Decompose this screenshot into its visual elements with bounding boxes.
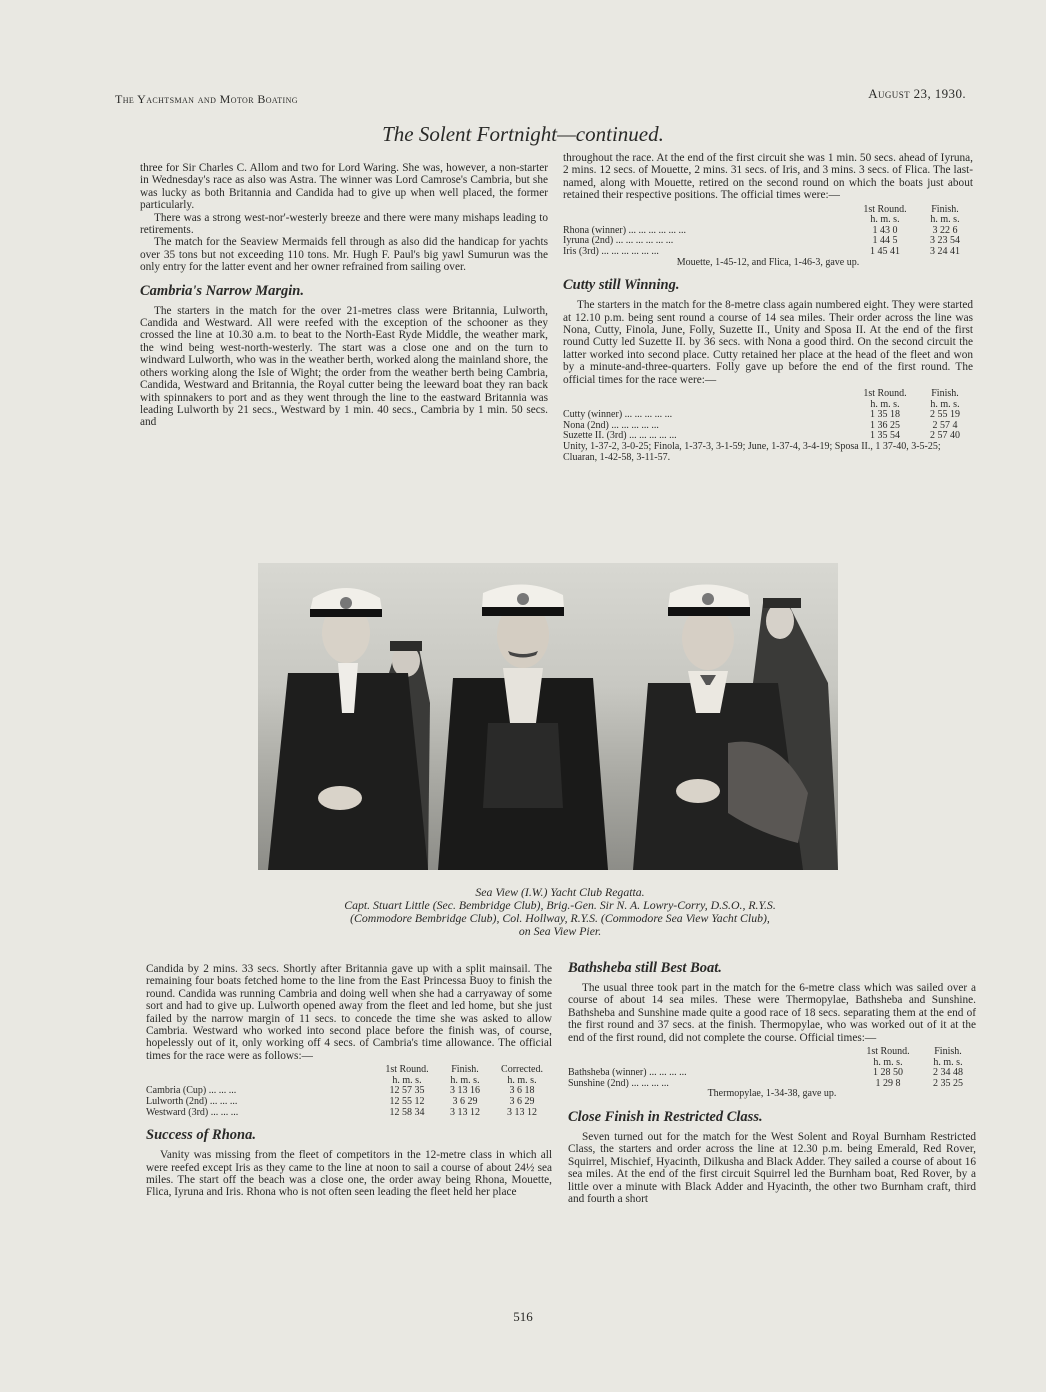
time-cell: 1 45 41 xyxy=(870,246,900,257)
time-cell: 3 13 12 xyxy=(507,1106,537,1118)
time-cell: 1 35 54 xyxy=(870,430,900,442)
table-row xyxy=(146,1086,552,1097)
time-cell: 2 57 4 xyxy=(932,419,958,431)
column-unit: h. m. s. xyxy=(450,1074,480,1086)
time-cell: 2 57 40 xyxy=(930,430,960,442)
column-unit: h. m. s. xyxy=(870,214,900,226)
results-header xyxy=(568,1047,976,1058)
time-cell: 12 55 12 xyxy=(389,1096,425,1108)
yacht-name: Cutty (winner) ... ... ... ... ... xyxy=(563,410,673,421)
table-row xyxy=(563,410,973,421)
time-cell: 1 36 25 xyxy=(870,419,900,431)
time-cell: 12 58 34 xyxy=(389,1106,425,1118)
column-header: 1st Round. xyxy=(863,203,907,215)
yacht-name: Suzette II. (3rd) ... ... ... ... ... xyxy=(563,431,677,442)
table-row xyxy=(563,236,973,247)
results-units xyxy=(563,400,973,411)
column-header: Finish. xyxy=(451,1064,479,1076)
section-heading: Cambria's Narrow Margin. xyxy=(140,282,304,299)
column-unit: h. m. s. xyxy=(930,398,960,410)
time-cell: 1 44 5 xyxy=(872,235,898,247)
column-bottom-right xyxy=(568,960,976,1205)
time-cell: 1 43 0 xyxy=(872,224,898,236)
paragraph: The starters in the match for the over 21-metres class were Britannia, Lulworth, Candida and Westward. All were reefed with the exception of the schooner as they crossed the line at 10.30 a.m. to beat to the North-East Ryde Middle, the weather mark, the wind being west-north-westerly. The start was a close one and on the turn to windward Lulworth, who was in the weather berth, worked along the mainland shore, the others working along the Isle of Wight; the order from the weather berth being Cambria, Candida, Westward and Britannia, the Royal cutter being the leeward boat they ran back with spinnakers to port and as they went through the line to the eastward Britannia was leading Lulworth by 21 secs., Westward by 1 min. 40 secs., Cambria by 1 min. 50 secs. and xyxy=(140,304,548,429)
yacht-name: Iyruna (2nd) ... ... ... ... ... ... xyxy=(563,236,674,247)
running-header-publication: The Yachtsman and Motor Boating xyxy=(115,92,298,106)
page-number: 516 xyxy=(513,1309,533,1324)
time-cell: 3 6 29 xyxy=(509,1096,535,1108)
results-units xyxy=(568,1058,976,1069)
table-note: Thermopylae, 1-34-38, gave up. xyxy=(707,1088,837,1100)
paragraph: The starters in the match for the 8-metre class again numbered eight. They were started at 12.10 p.m. being sent round a course of 14 sea miles. Their order across the line was Nona, Cutty, Finola, June, Folly, Suzette II., Unity and Sposa II. At the end of the first round Cutty led Suzette II. by 36 secs. with Nona a good third. On the second circuit the latter worked into second place. Cutty retained her place at the head of the fleet and won by a minute-and-three-quarters. Folly gave up before the end of the first round. The official times for the race were:— xyxy=(563,299,973,386)
table-row xyxy=(146,1108,552,1119)
column-unit: h. m. s. xyxy=(933,1056,963,1068)
column-unit: h. m. s. xyxy=(392,1074,422,1086)
paragraph: throughout the race. At the end of the first circuit she was 1 min. 50 secs. ahead of Iyruna, 2 mins. 12 secs. of Mouette, 2 mins. 31 secs. of Iris, and 3 mins. 3 secs. of Flica. The last-named, along with Mouette, retired on the second round on which the boats just about retained their respective positions. The official times were:— xyxy=(563,152,973,202)
paragraph: Vanity was missing from the fleet of competitors in the 12-metre class in which all were reefed except Iris as they came to the line at noon to sail a course of about 24½ sea miles. The start off the beach was a close one, the order away being Rhona, Mouette, Flica, Iyruna and Iris. Rhona who is not often seen leading the fleet held her place xyxy=(146,1149,552,1199)
yacht-name: Rhona (winner) ... ... ... ... ... ... xyxy=(563,225,687,236)
time-cell: 12 57 35 xyxy=(389,1085,425,1097)
results-table-big-class xyxy=(146,1065,552,1118)
yacht-name: Lulworth (2nd) ... ... ... xyxy=(146,1097,238,1108)
column-top-right xyxy=(563,152,973,466)
yacht-name: Westward (3rd) ... ... ... xyxy=(146,1107,239,1118)
table-row xyxy=(563,247,973,258)
yacht-name: Iris (3rd) ... ... ... ... ... ... xyxy=(563,247,659,257)
column-unit: h. m. s. xyxy=(507,1074,537,1086)
section-heading: Cutty still Winning. xyxy=(563,277,680,294)
results-table-6-metre xyxy=(568,1047,976,1100)
paragraph: three for Sir Charles C. Allom and two for Lord Waring. She was, however, a non-starter in Wednesday's race as also was Astra. The winner was Lord Camrose's Cambria, but she was lucky as both Britannia and Candida had to give up when well placed, the former particularly. xyxy=(140,162,548,212)
paragraph: Candida by 2 mins. 33 secs. Shortly after Britannia gave up with a split mainsail. The remaining four boats fetched home to the line from the East Princessa Buoy to finish the round. Candida was running Cambria and doing well when she had a carryaway of some sort and had to give up. Lulworth opened away from the fleet and led home, but she just failed by the narrow margin of 11 secs. to concede the time she was asked to allow Cambria. Westward who worked into second place before the finish was, of course, hopelessly out of it, only working off 4 secs. of Cambria's time allowance. The official times for the race were as follows:— xyxy=(146,963,552,1062)
article-title: The Solent Fortnight—continued. xyxy=(382,122,664,146)
table-note: Mouette, 1-45-12, and Flica, 1-46-3, gave up. xyxy=(676,256,860,268)
column-top-left xyxy=(140,162,548,429)
time-cell: 3 24 41 xyxy=(930,246,960,257)
results-table-8-metre xyxy=(563,389,973,463)
time-cell: 2 55 19 xyxy=(930,409,960,421)
paragraph: There was a strong west-nor'-westerly breeze and there were many mishaps leading to retirements. xyxy=(140,211,548,237)
results-header xyxy=(146,1065,552,1076)
results-units xyxy=(146,1076,552,1087)
column-header: Finish. xyxy=(931,388,959,400)
time-cell: 2 35 25 xyxy=(933,1077,963,1089)
running-header-date: August 23, 1930. xyxy=(868,86,966,101)
time-cell: 1 35 18 xyxy=(870,409,900,421)
results-units xyxy=(563,215,973,226)
column-bottom-left xyxy=(146,963,552,1199)
yacht-name: Sunshine (2nd) ... ... ... ... xyxy=(568,1078,669,1089)
time-cell: 3 22 6 xyxy=(932,224,958,236)
time-cell: 2 34 48 xyxy=(933,1067,963,1079)
paragraph: The usual three took part in the match for the 6-metre class which was sailed over a course of about 14 sea miles. These were Thermopylae, Bathsheba and Sunshine. Bathsheba and Sunshine made quite a good race of 18 secs. separating them at the end of the first round and 37 secs. at the finish. Thermopylae, who was worked out of it at the end of the first round, did not complete the course. Official times:— xyxy=(568,982,976,1044)
column-unit: h. m. s. xyxy=(930,214,960,226)
time-cell: 1 29 8 xyxy=(875,1077,901,1089)
column-unit: h. m. s. xyxy=(870,398,900,410)
time-cell: 3 6 18 xyxy=(509,1085,535,1097)
time-cell: 3 13 12 xyxy=(450,1106,480,1118)
caption-line: (Commodore Bembridge Club), Col. Hollway, R.Y.S. (Commodore Sea View Yacht Club), xyxy=(350,911,770,925)
time-cell: 3 13 16 xyxy=(450,1085,480,1097)
yacht-name: Cambria (Cup) ... ... ... xyxy=(146,1086,237,1097)
section-heading: Bathsheba still Best Boat. xyxy=(568,960,722,976)
paragraph: The match for the Seaview Mermaids fell through as also did the handicap for yachts over 35 tons but not exceeding 110 tons. Mr. Hugh F. Paul's big yawl Sumurun was the only entry for the latter event and her owner refrained from sailing over. xyxy=(140,236,548,274)
column-header: Corrected. xyxy=(501,1064,543,1076)
column-unit: h. m. s. xyxy=(873,1056,903,1068)
paragraph: Seven turned out for the match for the West Solent and Royal Burnham Restricted Class, the starters and order across the line at 12.30 p.m. being Emerald, Red Rover, Squirrel, Mischief, Hyacinth, Dilkusha and Black Adder. They sailed a course of about 16 sea miles. At the end of the first circuit Squirrel led the Burnham boat, Red Rover, by a little over a minute with Black Adder and Hyacinth, the other two Burnham craft, third and fourth a short xyxy=(568,1131,976,1206)
section-heading: Success of Rhona. xyxy=(146,1127,256,1144)
photo-figures xyxy=(258,563,838,870)
photo-caption xyxy=(220,886,900,938)
results-header xyxy=(563,389,973,400)
column-header: 1st Round. xyxy=(385,1064,429,1076)
regatta-photograph xyxy=(258,563,838,870)
table-row xyxy=(563,226,973,237)
table-row xyxy=(146,1097,552,1108)
time-cell: 1 28 50 xyxy=(873,1067,903,1079)
results-table-12-metre xyxy=(563,205,973,269)
column-header: Finish. xyxy=(934,1046,962,1058)
results-header xyxy=(563,205,973,216)
caption-line: on Sea View Pier. xyxy=(518,924,602,938)
time-cell: 3 6 29 xyxy=(452,1096,478,1108)
yacht-name: Nona (2nd) ... ... ... ... ... xyxy=(563,420,659,431)
table-note: Unity, 1-37-2, 3-0-25; Finola, 1-37-3, 3-1-59; June, 1-37-4, 3-4-19; Sposa II., 1 37-40, 3-5-25; Cluaran, 1-42-58, 3-11-57. xyxy=(563,441,941,463)
column-header: Finish. xyxy=(931,203,959,215)
table-row xyxy=(568,1068,976,1079)
yacht-name: Bathsheba (winner) ... ... ... ... xyxy=(568,1068,687,1079)
table-row xyxy=(563,421,973,432)
column-header: 1st Round. xyxy=(863,388,907,400)
caption-line: Sea View (I.W.) Yacht Club Regatta. xyxy=(475,885,645,899)
section-heading: Close Finish in Restricted Class. xyxy=(568,1109,763,1125)
column-header: 1st Round. xyxy=(866,1046,910,1058)
time-cell: 3 23 54 xyxy=(930,235,960,247)
caption-line: Capt. Stuart Little (Sec. Bembridge Club), Brig.-Gen. Sir N. A. Lowry-Corry, D.S.O., R.Y.S. xyxy=(344,898,776,912)
